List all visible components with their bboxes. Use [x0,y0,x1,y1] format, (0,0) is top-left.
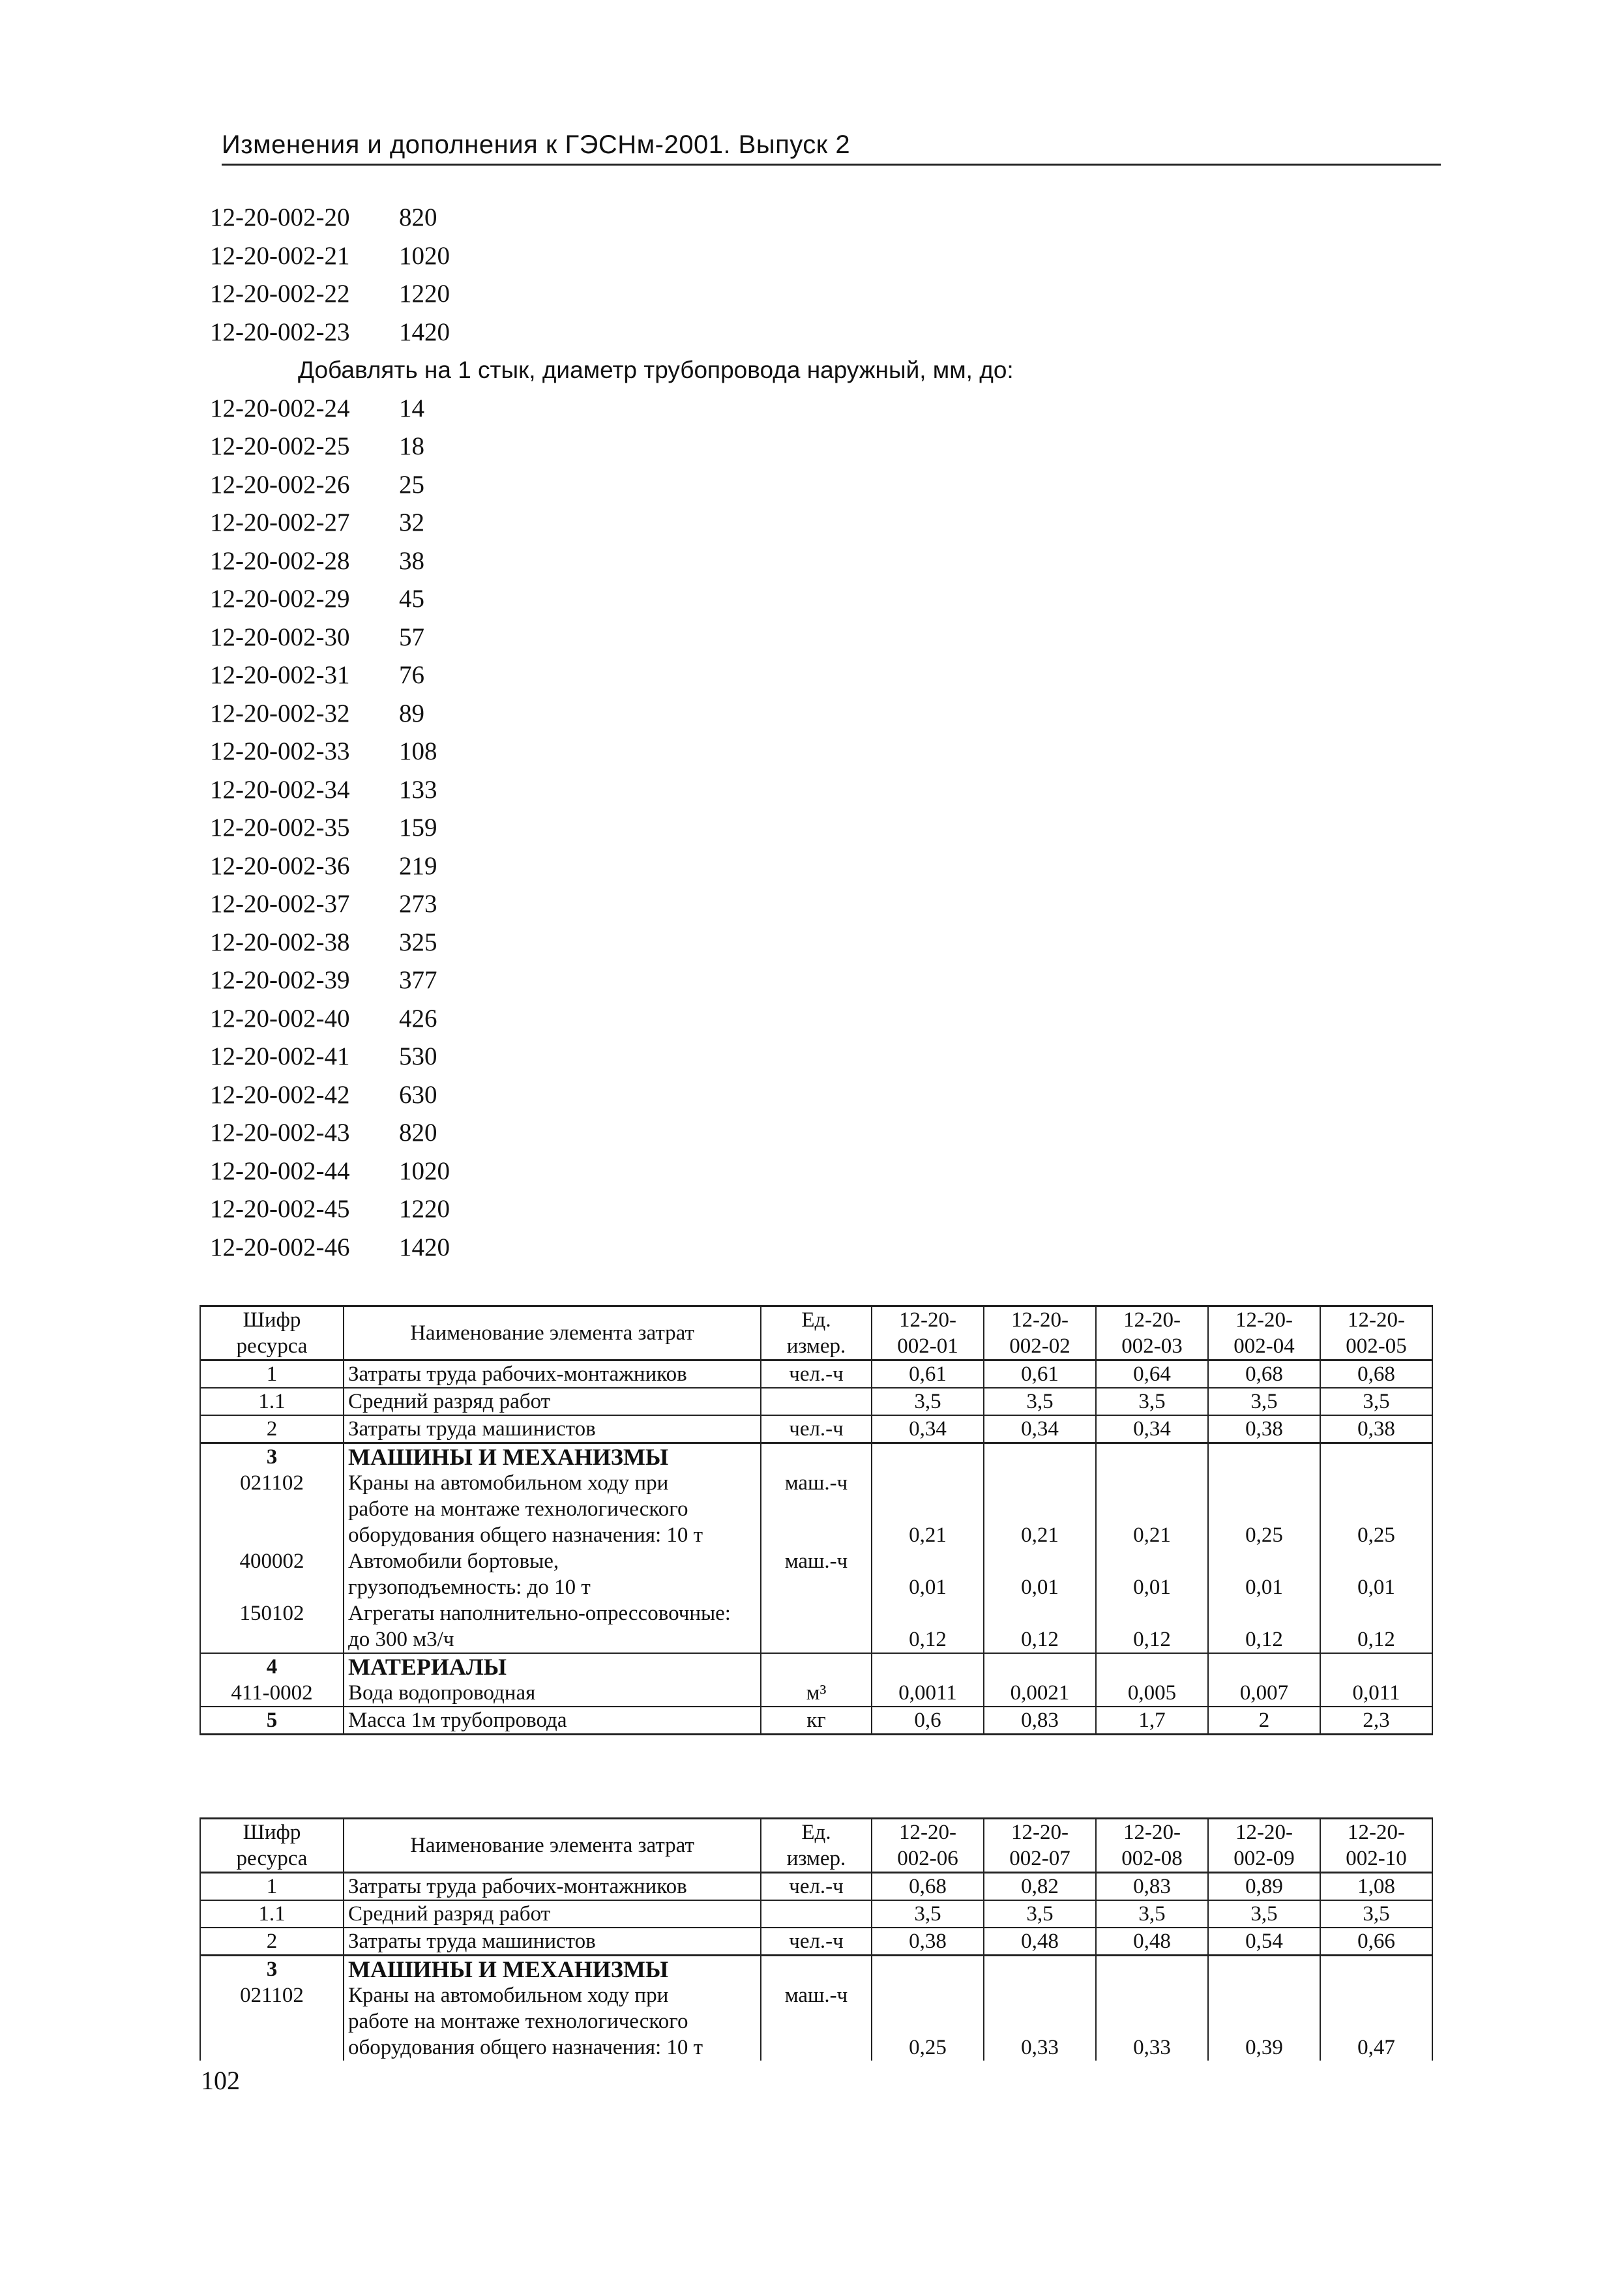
item-code: 12-20-002-30 [210,623,350,651]
list-item [210,237,1014,276]
list-item [210,1076,1014,1115]
table-cell [1096,1653,1208,1680]
item-diameter: 426 [399,1004,437,1033]
list-item [210,695,1014,733]
table-cell: 0,38 [872,1928,984,1956]
table-cell: 1,08 [1320,1873,1432,1901]
table-cell: 0,01 [1320,1548,1432,1600]
cell-text-line: измер. [786,1847,846,1870]
table-cell: 0,21 [984,1470,1096,1548]
item-diameter: 76 [399,661,424,689]
list-item [210,1190,1014,1229]
cell-text-line: 12-20- [899,1821,956,1844]
cell-text-line: 12-20- [1123,1308,1181,1332]
table-cell: маш.-ч [761,1982,872,2061]
table-cell: МАШИНЫ И МЕХАНИЗМЫ [344,1956,761,1983]
table-cell [344,1982,761,2061]
item-diameter: 133 [399,775,437,804]
table-cell: МАШИНЫ И МЕХАНИЗМЫ [344,1443,761,1471]
table-cell: чел.-ч [761,1360,872,1388]
table-cell: 0,68 [1320,1360,1432,1388]
item-code: 12-20-002-35 [210,814,350,842]
table-cell: 0,007 [1208,1680,1320,1707]
cell-text-line: 12-20- [1348,1308,1405,1332]
table-cell: Затраты труда машинистов [344,1415,761,1443]
cell-text-line: Ед. [801,1821,831,1844]
cell-text-line: Краны на автомобильном ходу при [348,1984,669,2007]
table-cell: 0,34 [984,1415,1096,1443]
table-row [200,1443,1432,1471]
table-cell [761,1388,872,1415]
header-col-2 [984,1306,1096,1360]
table-cell [1208,1956,1320,1983]
list-item [210,1038,1014,1076]
table-cell: 0,6 [872,1707,984,1735]
cell-text-line: оборудования общего назначения: 10 т [348,1523,703,1547]
item-diameter: 377 [399,966,437,994]
header-col-4 [1208,1819,1320,1873]
table-cell: 0,38 [1320,1415,1432,1443]
table-cell: Затраты труда рабочих-монтажников [344,1873,761,1901]
item-diameter: 89 [399,699,424,727]
table-cell: чел.-ч [761,1415,872,1443]
cell-text-line: Ед. [801,1308,831,1332]
header-code [200,1306,344,1360]
item-code: 12-20-002-41 [210,1042,350,1070]
item-diameter: 273 [399,890,437,918]
table-row [200,1600,1432,1653]
item-code: 12-20-002-29 [210,585,350,613]
item-code: 12-20-002-28 [210,546,350,575]
item-diameter: 1020 [399,241,450,270]
table-row [200,1680,1432,1707]
cell-text-line: 002-04 [1233,1334,1295,1358]
list-item [210,542,1014,581]
page-header-title: Изменения и дополнения к ГЭСНм-2001. Выпуск 2 [222,130,851,159]
list-item [210,1000,1014,1038]
cell-text-line: 002-08 [1121,1847,1183,1870]
cell-text-line: 002-09 [1233,1847,1295,1870]
cell-text-line: оборудования общего назначения: 10 т [348,2036,703,2059]
cell-text-line: измер. [786,1334,846,1358]
table-cell: Средний разряд работ [344,1900,761,1928]
table-cell: 0,01 [984,1548,1096,1600]
code-list [210,199,1014,1267]
table-cell: 1,7 [1096,1707,1208,1735]
table-row [200,1982,1432,2061]
item-code: 12-20-002-40 [210,1004,350,1033]
table-cell: 0,61 [984,1360,1096,1388]
table-cell: 3,5 [984,1388,1096,1415]
table-cell: 5 [200,1707,344,1735]
table-cell: Затраты труда машинистов [344,1928,761,1956]
table-cell [984,1653,1096,1680]
table-cell: Масса 1м трубопровода [344,1707,761,1735]
item-diameter: 159 [399,814,437,842]
item-diameter: 32 [399,508,424,536]
table-cell: м³ [761,1680,872,1707]
table-row [200,1653,1432,1680]
item-code: 12-20-002-20 [210,203,350,231]
table-cell [761,1443,872,1471]
table-cell: 0,25 [872,1982,984,2061]
cell-text-line: до 300 м3/ч [348,1628,454,1651]
table-cell: МАТЕРИАЛЫ [344,1653,761,1680]
header-col-2 [984,1819,1096,1873]
table-cell: 0,005 [1096,1680,1208,1707]
table-cell: Вода водопроводная [344,1680,761,1707]
cell-text-line: 002-07 [1009,1847,1070,1870]
list-item [210,1153,1014,1191]
table-cell: 0,64 [1096,1360,1208,1388]
cell-text-line: грузоподъемность: до 10 т [348,1576,591,1599]
table-cell: 0,66 [1320,1928,1432,1956]
item-code: 12-20-002-22 [210,280,350,308]
table-cell: 3,5 [1096,1388,1208,1415]
table-cell [761,1653,872,1680]
item-code: 12-20-002-27 [210,508,350,536]
item-diameter: 219 [399,851,437,880]
table-cell: 0,0021 [984,1680,1096,1707]
table-cell: 0,12 [1320,1600,1432,1653]
table-cell [1208,1443,1320,1471]
table-cell: маш.-ч [761,1548,872,1600]
table-cell: 0,01 [872,1548,984,1600]
item-code: 12-20-002-44 [210,1156,350,1185]
table-row [200,1900,1432,1928]
table-cell: 411-0002 [200,1680,344,1707]
list-item [210,275,1014,314]
table-cell [1320,1956,1432,1983]
table-cell: 0,01 [1096,1548,1208,1600]
header-code [200,1819,344,1873]
table-cell [761,1956,872,1983]
item-code: 12-20-002-45 [210,1195,350,1223]
cell-text-line: 002-05 [1346,1334,1407,1358]
table-cell: 0,38 [1208,1415,1320,1443]
list-subheading [210,351,1014,390]
list-item [210,390,1014,428]
item-diameter: 530 [399,1042,437,1070]
table-row [200,1360,1432,1388]
table-row [200,1548,1432,1600]
item-diameter: 1420 [399,317,450,346]
item-diameter: 108 [399,737,437,765]
table-cell: 3,5 [1208,1388,1320,1415]
table-cell: 021102 [200,1470,344,1548]
table-row [200,1928,1432,1956]
page-number: 102 [201,2066,240,2095]
cell-text-line: ресурса [236,1847,308,1870]
table-cell: 0,47 [1320,1982,1432,2061]
item-diameter: 25 [399,470,424,499]
table-row [200,1873,1432,1901]
item-code: 12-20-002-46 [210,1233,350,1261]
table-header-row [200,1819,1432,1873]
table-cell: 2 [200,1415,344,1443]
header-col-1 [872,1819,984,1873]
subheading-text: Добавлять на 1 стык, диаметр трубопровода наружный, мм, до: [298,357,1014,383]
table-cell [1096,1443,1208,1471]
table-row [200,1388,1432,1415]
list-item [210,314,1014,352]
item-code: 12-20-002-36 [210,851,350,880]
resource-table-1 [199,1305,1433,1735]
table-cell: 0,83 [1096,1873,1208,1901]
table-cell: 0,61 [872,1360,984,1388]
item-diameter: 18 [399,432,424,460]
table-cell: 3,5 [872,1388,984,1415]
list-item [210,1114,1014,1153]
table-cell [344,1548,761,1600]
list-item [210,962,1014,1000]
table-cell: 0,82 [984,1873,1096,1901]
table-cell: 0,011 [1320,1680,1432,1707]
cell-text-line: Агрегаты наполнительно-опрессовочные: [348,1602,731,1625]
table-cell: чел.-ч [761,1928,872,1956]
table-cell [984,1956,1096,1983]
table-cell [872,1443,984,1471]
item-code: 12-20-002-25 [210,432,350,460]
cell-text-line: 12-20- [1123,1821,1181,1844]
table-cell: 4 [200,1653,344,1680]
table-cell: 0,48 [1096,1928,1208,1956]
table-header-row [200,1306,1432,1360]
table-cell: 2 [1208,1707,1320,1735]
table-cell: 0,21 [872,1470,984,1548]
list-item [210,733,1014,771]
item-code: 12-20-002-23 [210,317,350,346]
item-diameter: 45 [399,585,424,613]
table-cell [1320,1443,1432,1471]
table-cell: 1.1 [200,1900,344,1928]
table-cell: 0,33 [984,1982,1096,2061]
cell-text-line: Шифр [243,1821,301,1844]
header-col-5 [1320,1306,1432,1360]
header-col-4 [1208,1306,1320,1360]
table-cell [872,1956,984,1983]
item-code: 12-20-002-33 [210,737,350,765]
table-cell: 0,48 [984,1928,1096,1956]
cell-text-line: работе на монтаже технологического [348,1497,688,1521]
item-code: 12-20-002-38 [210,928,350,956]
table-cell: 3,5 [1320,1900,1432,1928]
table-cell: 0,83 [984,1707,1096,1735]
resource-table-2 [199,1817,1433,2061]
table-cell: 0,39 [1208,1982,1320,2061]
table-cell: 0,12 [1096,1600,1208,1653]
cell-text-line: Автомобили бортовые, [348,1550,559,1573]
cell-text-line: 12-20- [899,1308,956,1332]
list-item [210,1229,1014,1267]
header-col-1 [872,1306,984,1360]
table-cell: 0,68 [1208,1360,1320,1388]
table-cell: чел.-ч [761,1873,872,1901]
item-code: 12-20-002-34 [210,775,350,804]
item-diameter: 14 [399,394,424,422]
table-cell: 400002 [200,1548,344,1600]
table-cell [872,1653,984,1680]
table-cell: 0,01 [1208,1548,1320,1600]
item-code: 12-20-002-24 [210,394,350,422]
list-item [210,580,1014,619]
cell-text-line: 002-02 [1009,1334,1070,1358]
table-cell: Средний разряд работ [344,1388,761,1415]
table-cell: кг [761,1707,872,1735]
item-diameter: 325 [399,928,437,956]
item-diameter: 38 [399,546,424,575]
item-diameter: 1020 [399,1156,450,1185]
list-item [210,428,1014,466]
table-cell [344,1470,761,1548]
table-row [200,1707,1432,1735]
item-diameter: 57 [399,623,424,651]
item-code: 12-20-002-39 [210,966,350,994]
item-code: 12-20-002-42 [210,1080,350,1109]
item-diameter: 1420 [399,1233,450,1261]
table-cell: 0,12 [872,1600,984,1653]
table-cell [984,1443,1096,1471]
table-cell: 0,33 [1096,1982,1208,2061]
table-cell [1208,1653,1320,1680]
table-cell: 1.1 [200,1388,344,1415]
table-cell: маш.-ч [761,1470,872,1548]
table-cell [761,1600,872,1653]
table-cell: 1 [200,1360,344,1388]
table-cell: 0,34 [872,1415,984,1443]
table-cell: 2,3 [1320,1707,1432,1735]
list-item [210,924,1014,962]
header-name: Наименование элемента затрат [344,1819,761,1873]
table-cell: 0,54 [1208,1928,1320,1956]
table-cell: 1 [200,1873,344,1901]
table-cell: 0,12 [984,1600,1096,1653]
table-cell: 0,12 [1208,1600,1320,1653]
cell-text-line: ресурса [236,1334,308,1358]
table-cell: 3,5 [1320,1388,1432,1415]
header-name: Наименование элемента затрат [344,1306,761,1360]
cell-text-line: 002-10 [1346,1847,1407,1870]
cell-text-line: работе на монтаже технологического [348,2010,688,2033]
cell-text-line: 002-01 [897,1334,958,1358]
cell-text-line: 12-20- [1011,1821,1069,1844]
list-item [210,466,1014,505]
header-unit [761,1306,872,1360]
item-code: 12-20-002-31 [210,661,350,689]
table-cell: 2 [200,1928,344,1956]
list-item [210,771,1014,810]
cell-text-line: 002-03 [1121,1334,1183,1358]
list-item [210,504,1014,542]
item-diameter: 820 [399,203,437,231]
item-code: 12-20-002-32 [210,699,350,727]
cell-text-line: Краны на автомобильном ходу при [348,1471,669,1495]
table-cell: 150102 [200,1600,344,1653]
item-diameter: 630 [399,1080,437,1109]
table-cell: 0,68 [872,1873,984,1901]
table-cell [1096,1956,1208,1983]
header-col-5 [1320,1819,1432,1873]
list-item [210,656,1014,695]
cell-text-line: 12-20- [1348,1821,1405,1844]
table-cell [344,1600,761,1653]
cell-text-line: 12-20- [1235,1821,1293,1844]
table-cell: 0,0011 [872,1680,984,1707]
page-header [222,130,1441,166]
item-code: 12-20-002-43 [210,1119,350,1147]
table-cell: 0,34 [1096,1415,1208,1443]
table-cell: 0,25 [1208,1470,1320,1548]
table-cell: 3,5 [984,1900,1096,1928]
item-code: 12-20-002-37 [210,890,350,918]
table-cell: 3 [200,1443,344,1471]
list-item [210,847,1014,886]
cell-text-line: 12-20- [1235,1308,1293,1332]
item-diameter: 820 [399,1119,437,1147]
list-item [210,619,1014,657]
item-code: 12-20-002-21 [210,241,350,270]
header-unit [761,1819,872,1873]
table-row [200,1415,1432,1443]
item-diameter: 1220 [399,280,450,308]
list-item [210,199,1014,237]
table-row [200,1470,1432,1548]
table-cell: 021102 [200,1982,344,2061]
list-item [210,885,1014,924]
item-code: 12-20-002-26 [210,470,350,499]
table-cell: 0,89 [1208,1873,1320,1901]
table-cell [1320,1653,1432,1680]
table-cell [761,1900,872,1928]
header-col-3 [1096,1306,1208,1360]
table-cell: 0,25 [1320,1470,1432,1548]
header-col-3 [1096,1819,1208,1873]
list-item [210,809,1014,847]
table-cell: 3,5 [872,1900,984,1928]
table-cell: 3 [200,1956,344,1983]
table-cell: 3,5 [1208,1900,1320,1928]
table-cell: 0,21 [1096,1470,1208,1548]
table-row [200,1956,1432,1983]
item-diameter: 1220 [399,1195,450,1223]
cell-text-line: 12-20- [1011,1308,1069,1332]
cell-text-line: Шифр [243,1308,301,1332]
cell-text-line: 002-06 [897,1847,958,1870]
table-cell: 3,5 [1096,1900,1208,1928]
table-cell: Затраты труда рабочих-монтажников [344,1360,761,1388]
